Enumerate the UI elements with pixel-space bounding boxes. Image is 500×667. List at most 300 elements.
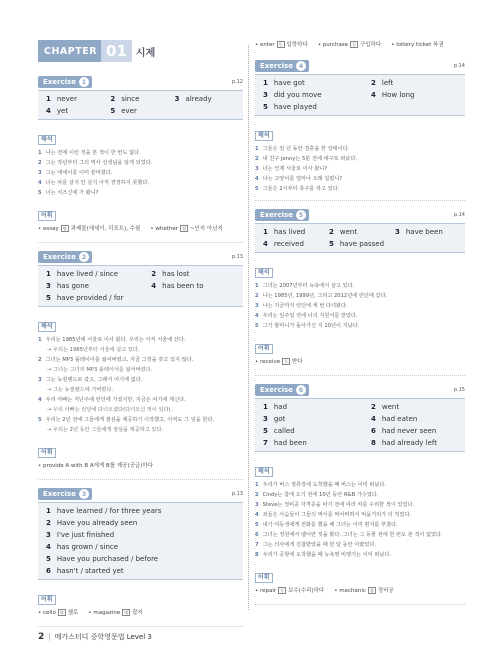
translation-line xyxy=(38,335,243,345)
answer-number: 4 xyxy=(151,282,157,290)
answer-number: 3 xyxy=(46,531,51,539)
translation-label: 해석 xyxy=(255,467,273,477)
section-separator xyxy=(38,242,243,243)
translation-list xyxy=(255,144,465,194)
vocab-word: receive xyxy=(260,359,281,365)
answer-item xyxy=(175,95,239,103)
translation-text: 그는 의사에게 진찰받았을 때 한 달 동안 아팠었다. xyxy=(262,542,377,548)
translation-line xyxy=(255,321,465,331)
translation-number: 2 xyxy=(255,293,259,299)
exercise-3 xyxy=(38,488,243,627)
vocab-meaning: 받다 xyxy=(291,359,303,365)
answer-number: 6 xyxy=(46,567,51,575)
translation-text: 그녀는 MP3 플레이어를 잃어버렸고, 지금 그것을 갖고 있지 않다. xyxy=(45,357,194,363)
vocab-meaning: 구입하다 xyxy=(359,42,382,48)
translation-text: 나는 1985년, 1999년, 그리고 2012년에 런던에 갔다. xyxy=(262,293,388,299)
translation-text: 우리가 버스 정류장에 도착했을 때 버스는 이미 떠났다. xyxy=(262,482,387,488)
answer-number: 3 xyxy=(263,91,268,99)
vocab-item xyxy=(38,461,153,471)
answer-text: had been xyxy=(273,439,307,447)
exercise-label: Exercise xyxy=(43,78,76,86)
answer-number: 2 xyxy=(371,403,376,411)
exercise-number: 5 xyxy=(296,210,306,220)
answer-item xyxy=(46,507,239,515)
vocab-meaning: 입학하다 xyxy=(286,42,308,48)
translation-line xyxy=(255,510,465,520)
answer-item xyxy=(151,270,239,278)
exercise-page-ref: p.13 xyxy=(231,491,243,497)
vocab-meaning: 보수(수리)하다 xyxy=(288,588,325,594)
answer-number: 4 xyxy=(46,543,51,551)
answer-number: 2 xyxy=(329,228,334,236)
vocab-pos: 명 xyxy=(62,226,67,231)
answer-number: 8 xyxy=(371,439,376,447)
answer-number: 5 xyxy=(46,555,51,563)
exercise-page-ref: p.14 xyxy=(453,212,465,218)
translation-line xyxy=(255,480,465,490)
exercise-tag xyxy=(255,384,309,396)
translation-text: 너는 차를 살지 안 살지 아직 결정하지 못했다. xyxy=(45,180,150,186)
answer-number: 7 xyxy=(263,439,268,447)
exercise-label: Exercise xyxy=(260,386,293,394)
translation-number: 3 xyxy=(38,377,42,383)
section-separator xyxy=(255,375,465,376)
chapter-header xyxy=(38,40,243,62)
translation-line xyxy=(38,178,243,188)
answer-item xyxy=(46,567,239,575)
translation-line xyxy=(255,164,465,174)
answer-box xyxy=(38,90,243,120)
chapter-number: 01 xyxy=(101,40,132,62)
page-footer xyxy=(38,632,152,642)
exercise-number: 3 xyxy=(79,489,89,499)
translation-line xyxy=(38,355,243,365)
vocab-pos: 동 xyxy=(352,42,356,47)
answer-text: went xyxy=(381,403,400,411)
translation-number: 2 xyxy=(38,160,42,166)
exercise-number: 4 xyxy=(296,61,306,71)
answer-item xyxy=(46,270,151,278)
vocab-item xyxy=(88,608,142,618)
translation-list xyxy=(255,281,465,331)
top-vocab xyxy=(255,40,465,50)
translation-text: 너는 언제 서울로 이사 왔니? xyxy=(262,166,328,172)
exercise-label: Exercise xyxy=(43,253,76,261)
answer-item xyxy=(371,439,461,447)
vocab-pos: 명 xyxy=(59,610,64,615)
translation-line xyxy=(255,520,465,530)
exercise-4 xyxy=(255,60,465,201)
exercise-number: 6 xyxy=(296,385,306,395)
answer-item xyxy=(263,403,371,411)
answer-number: 2 xyxy=(46,519,51,527)
answer-box xyxy=(255,223,465,253)
translation-number: 5 xyxy=(38,417,42,423)
vocab-word: repair xyxy=(260,588,277,594)
answer-item xyxy=(110,107,174,115)
translation-text: 우리는 2년 전에 그들에게 점심을 제공하기 시작했고, 아직도 그 일을 한다. xyxy=(45,417,215,423)
answer-text: have got xyxy=(273,79,305,87)
translation-text: 그녀는 정원에서 뱀이란 것을 봤다. 그녀는 그 동물 전에 한 번도 본 적이 없었다. xyxy=(262,532,443,538)
exercise-page-ref: p.15 xyxy=(453,387,465,393)
answer-box xyxy=(38,502,243,580)
answer-item xyxy=(329,240,395,248)
translation-text: 그는 뉴질랜드로 갔고, 그래서 여기에 없다. xyxy=(45,377,143,383)
vocab-meaning: 복권 xyxy=(433,42,444,48)
translation-line xyxy=(38,188,243,198)
exercise-header xyxy=(38,251,243,263)
translation-text: 죄들은 사슴들이 그들의 먹이를 먹어버려서 먹을거리가 더 적었다. xyxy=(262,512,412,518)
vocab-item xyxy=(150,224,222,234)
answer-number: 2 xyxy=(151,270,157,278)
answer-number: 2 xyxy=(110,95,116,103)
vocab-list xyxy=(38,224,243,234)
answer-text: Have you already seen xyxy=(56,519,138,527)
exercise-tag xyxy=(38,488,92,500)
vocab-meaning: ~인지 아닌지 xyxy=(189,226,223,232)
translation-text: Cindy는 참에 오기 전에 10년 동안 R&B 가수였다. xyxy=(262,492,379,498)
answer-text: has grown / since xyxy=(56,543,119,551)
exercise-tag xyxy=(255,209,309,221)
translation-line xyxy=(255,301,465,311)
vocab-word: lottery ticket xyxy=(396,42,432,48)
vocab-bullet: • xyxy=(317,42,323,48)
section-separator xyxy=(38,626,243,627)
answer-item xyxy=(151,282,239,290)
translation-number: 5 xyxy=(255,323,259,329)
translation-number: 4 xyxy=(255,313,259,319)
vocab-bullet: • xyxy=(255,359,260,365)
answer-number: 3 xyxy=(263,415,268,423)
translation-number: 5 xyxy=(255,522,259,528)
answer-box xyxy=(255,398,465,452)
answer-text: left xyxy=(381,79,394,87)
translation-number: 5 xyxy=(255,186,259,192)
answer-number: 5 xyxy=(263,427,268,435)
translation-text: 그들은 일 년 동안 결혼을 한 상태이다. xyxy=(262,146,350,152)
vocab-item xyxy=(391,40,443,50)
exercise-header xyxy=(255,384,465,396)
translation-rewrite: → 우리 아빠는 런던에 다녀오셨다(다녀오신 적이 있다). xyxy=(47,407,173,413)
translation-list xyxy=(38,335,243,435)
translation-text: 그는 에세이를 이미 끝마쳤다. xyxy=(45,170,113,176)
vocab-bullet: • xyxy=(38,463,43,469)
vocab-word: purchase xyxy=(322,42,349,48)
exercise-label: Exercise xyxy=(260,62,293,70)
answer-text: got xyxy=(273,415,286,423)
answer-text: has lost xyxy=(162,270,190,278)
translation-number: 1 xyxy=(38,150,42,156)
answer-text: hasn't / started yet xyxy=(56,567,124,575)
translation-text: 나는 지금까지 런던에 세 번 다녀왔다. xyxy=(262,303,348,309)
vocab-bullet: • xyxy=(88,610,94,616)
answer-text: since xyxy=(121,95,140,103)
vocab-list xyxy=(255,586,465,596)
answer-text: has been to xyxy=(162,282,204,290)
vocab-label: 어휘 xyxy=(38,595,56,605)
vocab-item xyxy=(318,40,381,50)
answer-item xyxy=(263,103,371,111)
answer-box xyxy=(38,265,243,307)
exercise-2 xyxy=(38,251,243,480)
exercise-page-ref: p.14 xyxy=(453,63,465,69)
vocab-word: mechanic xyxy=(339,588,366,594)
translation-text: 우리는 일주일 전에 너의 지원서를 받았다. xyxy=(262,313,358,319)
answer-number: 3 xyxy=(46,282,51,290)
answer-number: 5 xyxy=(263,103,268,111)
answer-text: already xyxy=(185,95,212,103)
answer-item xyxy=(263,228,329,236)
answer-number: 3 xyxy=(395,228,400,236)
answer-empty xyxy=(395,240,461,248)
translation-list xyxy=(255,480,465,560)
translation-text: 우리가 공항에 도착했을 때 뉴욕행 비행기는 이미 떠났다. xyxy=(262,552,392,558)
translation-number: 2 xyxy=(255,156,259,162)
translation-number: 1 xyxy=(255,482,259,488)
exercise-5 xyxy=(255,209,465,376)
exercise-number: 2 xyxy=(79,252,89,262)
vocab-pos: 동 xyxy=(284,359,288,364)
answer-number: 5 xyxy=(46,294,51,302)
vocab-word: essay xyxy=(43,226,59,232)
footer-title: 메가스터디 중학영문법 Level 3 xyxy=(54,633,152,641)
answer-item xyxy=(371,415,461,423)
exercise-header xyxy=(255,209,465,221)
vocab-label: 어휘 xyxy=(38,448,56,458)
answer-text: have been xyxy=(405,228,443,236)
answer-item xyxy=(371,427,461,435)
vocab-list xyxy=(38,608,243,618)
translation-number: 3 xyxy=(255,166,259,172)
answer-item xyxy=(371,403,461,411)
vocab-bullet: • xyxy=(255,42,260,48)
vocab-bullet: • xyxy=(150,226,156,232)
exercise-number: 1 xyxy=(79,77,89,87)
translation-line xyxy=(255,530,465,540)
translation-line xyxy=(255,174,465,184)
answer-empty xyxy=(371,103,461,111)
translation-line xyxy=(255,490,465,500)
answer-empty xyxy=(151,294,239,302)
vocab-word: whether xyxy=(155,226,179,232)
translation-number: 4 xyxy=(255,176,259,182)
answer-number: 1 xyxy=(263,79,268,87)
answer-text: yet xyxy=(56,107,69,115)
answer-item xyxy=(329,228,395,236)
vocab-item xyxy=(38,224,140,234)
answer-item xyxy=(263,415,371,423)
answer-item xyxy=(263,79,371,87)
answer-text: did you move xyxy=(273,91,322,99)
vocab-label: 어휘 xyxy=(255,344,273,354)
translation-line xyxy=(38,168,243,178)
translation-text: 그녀는 2007년부터 뉴욕에서 살고 있다. xyxy=(262,283,355,289)
translation-text: 우리는 1985년에 서울로 이사 왔다. 우리는 아직 서울에 산다. xyxy=(45,337,186,343)
translation-text: 나는 전에 이런 것을 본 적이 한 번도 없다. xyxy=(45,150,141,156)
vocab-pos: 동 xyxy=(280,588,285,593)
answer-number: 4 xyxy=(371,91,376,99)
translation-number: 4 xyxy=(38,180,42,186)
left-column xyxy=(38,40,243,635)
translation-number: 7 xyxy=(255,542,259,548)
exercise-1 xyxy=(38,76,243,243)
answer-item xyxy=(46,294,151,302)
translation-number: 5 xyxy=(38,190,42,196)
section-separator xyxy=(38,479,243,480)
answer-item xyxy=(371,79,461,87)
answer-text: had eaten xyxy=(381,415,418,423)
answer-text: has gone xyxy=(56,282,89,290)
translation-text: 그는 작년부터 그의 역사 선생님을 알게 되었다. xyxy=(45,160,153,166)
vocab-item xyxy=(255,586,324,596)
vocab-bullet: • xyxy=(391,42,397,48)
translation-number: 8 xyxy=(255,552,259,558)
translation-number: 1 xyxy=(38,337,42,343)
vocab-bullet: • xyxy=(38,610,43,616)
answer-item xyxy=(46,282,151,290)
exercise-tag xyxy=(38,76,92,88)
exercise-header xyxy=(38,76,243,88)
answer-item xyxy=(46,555,239,563)
vocab-item xyxy=(334,586,394,596)
answer-number: 1 xyxy=(263,228,268,236)
answer-item xyxy=(263,91,371,99)
translation-line xyxy=(255,184,465,194)
translation-number: 1 xyxy=(255,283,259,289)
section-separator xyxy=(255,604,465,605)
translation-line xyxy=(38,395,243,405)
exercise-header xyxy=(255,60,465,72)
translation-line xyxy=(38,158,243,168)
footer-separator: | xyxy=(48,633,51,641)
column-divider xyxy=(248,45,249,610)
translation-line xyxy=(255,144,465,154)
answer-text: received xyxy=(273,240,304,248)
translation-number: 2 xyxy=(38,357,42,363)
vocab-item xyxy=(255,357,303,367)
answer-text: never xyxy=(56,95,77,103)
answer-text: have lived / since xyxy=(56,270,119,278)
translation-text: Steve는 정비공 자격증을 따기 전에 여러 차를 수리한 적이 있었다. xyxy=(262,502,415,508)
translation-label: 해석 xyxy=(38,135,56,145)
answer-number: 4 xyxy=(46,107,51,115)
answer-item xyxy=(46,95,110,103)
translation-text: 너는 치즈신에 가 봤니? xyxy=(45,190,99,196)
vocab-list xyxy=(38,461,243,471)
answer-item xyxy=(263,439,371,447)
translation-line xyxy=(255,311,465,321)
exercise-tag xyxy=(255,60,309,72)
vocab-item xyxy=(255,40,308,50)
answer-item xyxy=(110,95,174,103)
answer-item xyxy=(46,531,239,539)
answer-box xyxy=(255,74,465,116)
translation-number: 3 xyxy=(255,502,259,508)
answer-item xyxy=(263,240,329,248)
translation-label: 해석 xyxy=(255,131,273,141)
translation-rewrite: → 그녀는 그녀의 MP3 플레이어를 잃어버렸다. xyxy=(47,367,153,373)
answer-item xyxy=(46,519,239,527)
translation-text: 그가 할머니가 돌아가신 지 10년이 지났다. xyxy=(262,323,360,329)
translation-line xyxy=(255,291,465,301)
answer-number: 6 xyxy=(371,427,376,435)
answer-text: has lived xyxy=(273,228,306,236)
vocab-bullet: • xyxy=(38,226,43,232)
translation-text: 그들은 2시부터 축구를 하고 있다. xyxy=(262,186,340,192)
answer-text: have passed xyxy=(339,240,385,248)
section-separator xyxy=(255,200,465,201)
vocab-pos: 명 xyxy=(124,610,129,615)
vocab-bullet: • xyxy=(255,588,260,594)
answer-empty xyxy=(175,107,239,115)
right-column xyxy=(255,40,465,613)
translation-line xyxy=(255,500,465,510)
vocab-word: provide A with B xyxy=(43,463,89,469)
exercise-label: Exercise xyxy=(43,490,76,498)
translation-rewrite: → 그는 뉴질랜드에 가버렸다. xyxy=(47,387,114,393)
exercise-header xyxy=(38,488,243,500)
translation-number: 4 xyxy=(38,397,42,403)
exercise-6 xyxy=(255,384,465,605)
answer-number: 1 xyxy=(46,507,51,515)
translation-line xyxy=(38,148,243,158)
answer-item xyxy=(46,543,239,551)
vocab-pos: 동 xyxy=(278,42,283,47)
exercise-tag xyxy=(38,251,92,263)
answer-text: I've just finished xyxy=(56,531,115,539)
vocab-label: 어휘 xyxy=(255,573,273,583)
answer-number: 4 xyxy=(263,240,268,248)
translation-line xyxy=(255,281,465,291)
answer-item xyxy=(46,107,110,115)
vocab-pos: 명 xyxy=(369,588,374,593)
answer-text: have learned / for three years xyxy=(56,507,162,515)
translation-line xyxy=(38,375,243,385)
vocab-meaning: 과제물(에세이, 리포트), 수필 xyxy=(70,226,141,232)
translation-text: 너는 고양이를 얼마나 오래 길렀니? xyxy=(262,176,343,182)
exercise-page-ref: p.12 xyxy=(231,79,243,85)
answer-text: have played xyxy=(273,103,317,111)
vocab-pos: 접 xyxy=(182,226,186,231)
vocab-item xyxy=(38,608,78,618)
answer-number: 2 xyxy=(371,79,376,87)
exercise-label: Exercise xyxy=(260,211,293,219)
translation-number: 1 xyxy=(255,146,259,152)
answer-item xyxy=(371,91,461,99)
answer-item xyxy=(395,228,461,236)
answer-text: had already left xyxy=(381,439,437,447)
answer-item xyxy=(263,427,371,435)
translation-text: 우리 아빠는 지난주에 런던에 가셨지만, 지금은 여기에 계신다. xyxy=(45,397,186,403)
answer-text: have provided / for xyxy=(56,294,124,302)
vocab-meaning: 첼로 xyxy=(67,610,79,616)
translation-rewrite: → 우리는 1985년부터 서울에 살고 있다. xyxy=(47,347,140,353)
translation-text: 내가 여동생에게 전화를 했을 때 그녀는 이미 편지를 부쳤다. xyxy=(262,522,398,528)
answer-number: 1 xyxy=(46,270,51,278)
vocab-meaning: 잡지 xyxy=(132,610,143,616)
translation-number: 3 xyxy=(38,170,42,176)
translation-label: 해석 xyxy=(255,268,273,278)
translation-label: 해석 xyxy=(38,322,56,332)
vocab-word: enter xyxy=(260,42,275,48)
answer-text: went xyxy=(339,228,358,236)
answer-text: How long xyxy=(381,91,415,99)
vocab-list xyxy=(255,357,465,367)
answer-text: had xyxy=(273,403,288,411)
answer-number: 1 xyxy=(263,403,268,411)
answer-number: 5 xyxy=(110,107,116,115)
vocab-word: cello xyxy=(43,610,56,616)
